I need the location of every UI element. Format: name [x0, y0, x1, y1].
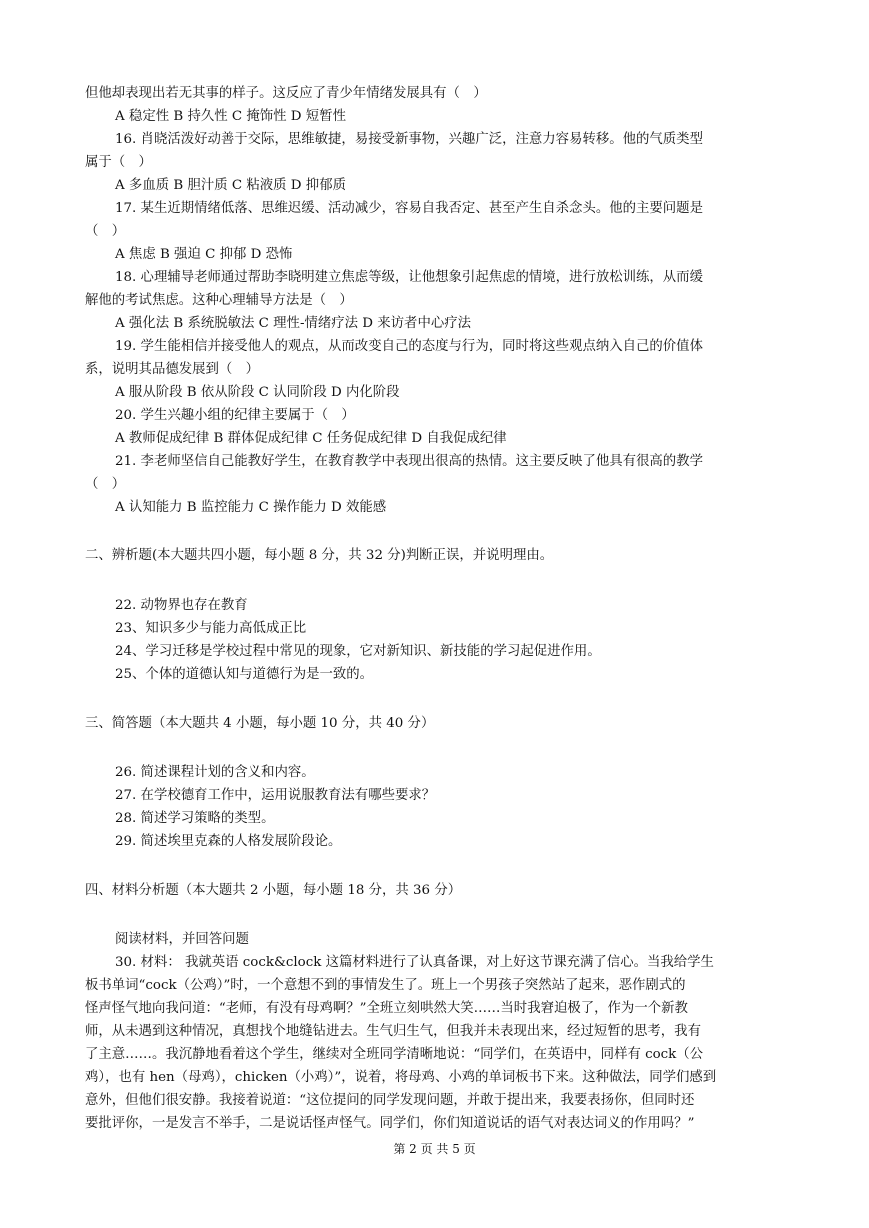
q30-line6: 鸡），也有 hen（母鸡），chicken（小鸡）”，说着，将母鸡、小鸡的单词板书下来。这种做法，同学们感到: [85, 1070, 717, 1085]
q20-line1: 20. 学生兴趣小组的纪律主要属于（ ）: [115, 408, 355, 423]
section3-item-28: 28. 简述学习策略的类型。: [115, 811, 275, 826]
q15-tail: 但他却表现出若无其事的样子。这反应了青少年情绪发展具有（ ）: [85, 86, 487, 101]
q30-line7: 意外，但他们很安静。我接着说道：“这位提问的同学发现问题，并敢于提出来，我要表扬你，但同时还: [85, 1093, 695, 1108]
q19-options: A 服从阶段 B 依从阶段 C 认同阶段 D 内化阶段: [115, 385, 400, 400]
section2-item-25: 25、个体的道德认知与道德行为是一致的。: [115, 667, 374, 682]
q18-line1: 18. 心理辅导老师通过帮助李晓明建立焦虑等级，让他想象引起焦虑的情境，进行放松训练，从而缓: [115, 270, 703, 285]
q16-line1: 16. 肖晓活泼好动善于交际，思维敏捷，易接受新事物，兴趣广泛，注意力容易转移。他的气质类型: [115, 132, 703, 147]
q21-line2: （ ）: [85, 477, 126, 492]
section2-item-23: 23、知识多少与能力高低成正比: [115, 621, 307, 636]
q30-line1: 30. 材料： 我就英语 cock&clock 这篇材料进行了认真备课，对上好这节课充满了信心。当我给学生: [115, 955, 714, 970]
section3-item-27: 27. 在学校德育工作中，运用说服教育法有哪些要求？: [115, 788, 436, 803]
section3-item-29: 29. 简述埃里克森的人格发展阶段论。: [115, 834, 342, 849]
section2-item-22: 22. 动物界也存在教育: [115, 598, 248, 613]
q30-line4: 师，从未遇到这种情况，真想找个地缝钻进去。生气归生气，但我并未表现出来，经过短暂的思考，我有: [85, 1024, 701, 1039]
section2-heading: 二、辨析题(本大题共四小题，每小题 8 分，共 32 分)判断正误，并说明理由。: [85, 548, 554, 563]
q17-options: A 焦虑 B 强迫 C 抑郁 D 恐怖: [115, 247, 293, 262]
q15-options: A 稳定性 B 持久性 C 掩饰性 D 短暂性: [115, 109, 346, 124]
q19-line2: 系，说明其品德发展到（ ）: [85, 362, 260, 377]
section3-heading: 三、简答题（本大题共 4 小题，每小题 10 分，共 40 分）: [85, 716, 435, 731]
q18-line2: 解他的考试焦虑。这种心理辅导方法是（ ）: [85, 293, 353, 308]
q17-line2: （ ）: [85, 224, 126, 239]
q16-line2: 属于（ ）: [85, 155, 152, 170]
q16-options: A 多血质 B 胆汁质 C 粘液质 D 抑郁质: [115, 178, 346, 193]
q20-options: A 教师促成纪律 B 群体促成纪律 C 任务促成纪律 D 自我促成纪律: [115, 431, 507, 446]
q19-line1: 19. 学生能相信并接受他人的观点，从而改变自己的态度与行为，同时将这些观点纳入自己的价值体: [115, 339, 703, 354]
section4-intro: 阅读材料，并回答问题: [115, 932, 249, 947]
q18-options: A 强化法 B 系统脱敏法 C 理性-情绪疗法 D 来访者中心疗法: [115, 316, 472, 331]
section4-heading: 四、材料分析题（本大题共 2 小题，每小题 18 分，共 36 分）: [85, 883, 462, 898]
page-number: 第 2 页 共 5 页: [393, 1142, 476, 1156]
q30-line2: 板书单词“cock（公鸡）”时，一个意想不到的事情发生了。班上一个男孩子突然站了起来，恶作剧式的: [85, 978, 686, 993]
q30-line3: 怪声怪气地向我问道：“老师，有没有母鸡啊？”全班立刻哄然大笑……当时我窘迫极了，作为一个新教: [85, 1001, 688, 1016]
q21-line1: 21. 李老师坚信自己能教好学生，在教育教学中表现出很高的热情。这主要反映了他具有很高的教学: [115, 454, 703, 469]
section2-item-24: 24、学习迁移是学校过程中常见的现象，它对新知识、新技能的学习起促进作用。: [115, 644, 601, 659]
q30-line8: 要批评你，一是发言不举手，二是说话怪声怪气。同学们，你们知道说话的语气对表达词义的作用吗？”: [85, 1116, 695, 1131]
q17-line1: 17. 某生近期情绪低落、思维迟缓、活动减少，容易自我否定、甚至产生自杀念头。他的主要问题是: [115, 201, 703, 216]
q21-options: A 认知能力 B 监控能力 C 操作能力 D 效能感: [115, 500, 387, 515]
section3-item-26: 26. 简述课程计划的含义和内容。: [115, 765, 315, 780]
q30-line5: 了主意……。我沉静地看着这个学生，继续对全班同学清晰地说：“同学们，在英语中，同样有 cock（公: [85, 1047, 704, 1062]
